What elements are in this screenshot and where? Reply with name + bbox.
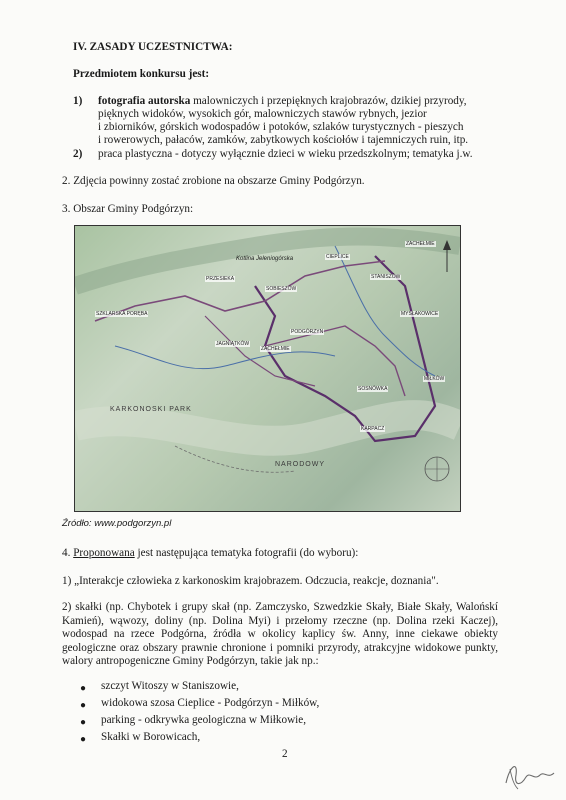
section-title: IV. ZASADY UCZESTNICTWA: bbox=[73, 41, 233, 53]
list-item bbox=[80, 680, 480, 697]
map-label-sosnowka: SOSNÓWKA bbox=[358, 386, 388, 392]
river-1 bbox=[115, 346, 335, 369]
bullet-icon: ● bbox=[80, 683, 87, 694]
list-item bbox=[80, 697, 480, 714]
map-label-zachelmie-north: ZACHEŁMIE bbox=[406, 241, 435, 247]
map-label-milkow: MIŁKÓW bbox=[424, 376, 445, 382]
para4-suffix: jest następująca tematyka fotografii (do wyboru): bbox=[134, 547, 359, 559]
theme-1: 1) „Interakcje człowieka z karkonoskim krajobrazem. Odczucia, reakcje, doznania". bbox=[62, 575, 439, 587]
paragraph-3: 3. Obszar Gminy Podgórzyn: bbox=[62, 203, 194, 215]
theme-2: 2) skałki (np. Chybotek i grupy skał (np. Zamczysko, Szwedzkie Skały, Białe Skały, Walońskí Kamień), wąwozy, doliny (np. Dolina Myi) i przełomy rzeczne (np. Dolina rzeki Kaczej), wodospad na rzece Podgórna, źródła w okolicy kaplicy św. Anny, inne ciekawe obiekty geologiczne oraz obszary prawnie chronione i pomniki przyrody, atrakcyjne widokowe punkty, walory antropogeniczne Gminy Podgórzyn, takie jak np.: bbox=[62, 601, 498, 668]
item1-text bbox=[98, 95, 494, 147]
paragraph-2: 2. Zdjęcia powinny zostać zrobione na obszarze Gminy Podgórzyn. bbox=[62, 175, 365, 187]
subject-heading: Przedmiotem konkursu jest: bbox=[73, 68, 210, 80]
map-label-sobieszow: SOBIESZÓW bbox=[266, 286, 297, 292]
para4-prefix: 4. bbox=[62, 547, 74, 559]
list-item-text: Skałki w Borowicach, bbox=[101, 731, 201, 743]
map-label-podgorzyn: PODGÓRZYN bbox=[291, 329, 324, 335]
map-label-cieplice: CIEPLICE bbox=[326, 254, 349, 260]
list-item-text: widokowa szosa Cieplice - Podgórzyn - Miłków, bbox=[101, 697, 320, 709]
item1-line-0 bbox=[98, 95, 494, 108]
bullet-icon: ● bbox=[80, 717, 87, 728]
map-label-przesieka: PRZESIEKA bbox=[206, 276, 235, 282]
item1-line-2: i zbiorników, górskich wodospadów i potoków, szlaków turystycznych - pieszych bbox=[98, 121, 464, 133]
map-label-karpacz: KARPACZ bbox=[361, 426, 385, 432]
list-item bbox=[80, 714, 480, 731]
item1-bold-lead: fotografia autorska bbox=[98, 95, 191, 107]
item2-number: 2) bbox=[73, 148, 83, 160]
map-label-szklarska-poreba: SZKLARSKA PORĘBA bbox=[96, 311, 148, 317]
paragraph-4 bbox=[62, 547, 358, 560]
list-item bbox=[80, 731, 480, 748]
item1-line-1: pięknych widoków, wysokich gór, malowniczych stawów rybnych, jezior bbox=[98, 108, 427, 120]
map-park-label: KARKONOSKI PARK bbox=[110, 406, 192, 413]
map-park-label-2: NARODOWY bbox=[275, 461, 325, 468]
map-label-kotlina: Kotlina Jeleniogórska bbox=[236, 256, 294, 262]
item1-number: 1) bbox=[73, 95, 83, 107]
map-label-jagniatkow: JAGNIĄTKÓW bbox=[216, 341, 250, 347]
item1-line-text: malowniczych i przepięknych krajobrazów, dzikiej przyrody, bbox=[190, 95, 467, 107]
commune-map bbox=[74, 225, 461, 512]
map-label-myslakowice: MYSŁAKOWICE bbox=[401, 311, 439, 317]
list-item-text: parking - odkrywka geologiczna w Miłkowie, bbox=[101, 714, 307, 726]
compass-rose bbox=[425, 457, 449, 481]
bullet-icon: ● bbox=[80, 700, 87, 711]
list-item-text: szczyt Witoszy w Staniszowie, bbox=[101, 680, 239, 692]
source-credit: Źródło: www.podgorzyn.pl bbox=[62, 518, 172, 529]
page-number: 2 bbox=[282, 748, 288, 760]
bullet-list bbox=[80, 680, 480, 748]
bullet-icon: ● bbox=[80, 734, 87, 745]
para4-underlined: Proponowana bbox=[73, 547, 135, 559]
map-label-zachelmie: ZACHEŁMIE bbox=[261, 346, 290, 352]
map-label-staniszow: STANISZÓW bbox=[371, 274, 401, 280]
handwritten-signature bbox=[500, 755, 558, 793]
item1-line-3: i rowerowych, pałaców, zamków, zabytkowych kościołów i tajemniczych ruin, itp. bbox=[98, 134, 469, 146]
map-graphic bbox=[75, 226, 460, 511]
item2-text: praca plastyczna - dotyczy wyłącznie dzieci w wieku przedszkolnym; tematyka j.w. bbox=[98, 148, 473, 160]
